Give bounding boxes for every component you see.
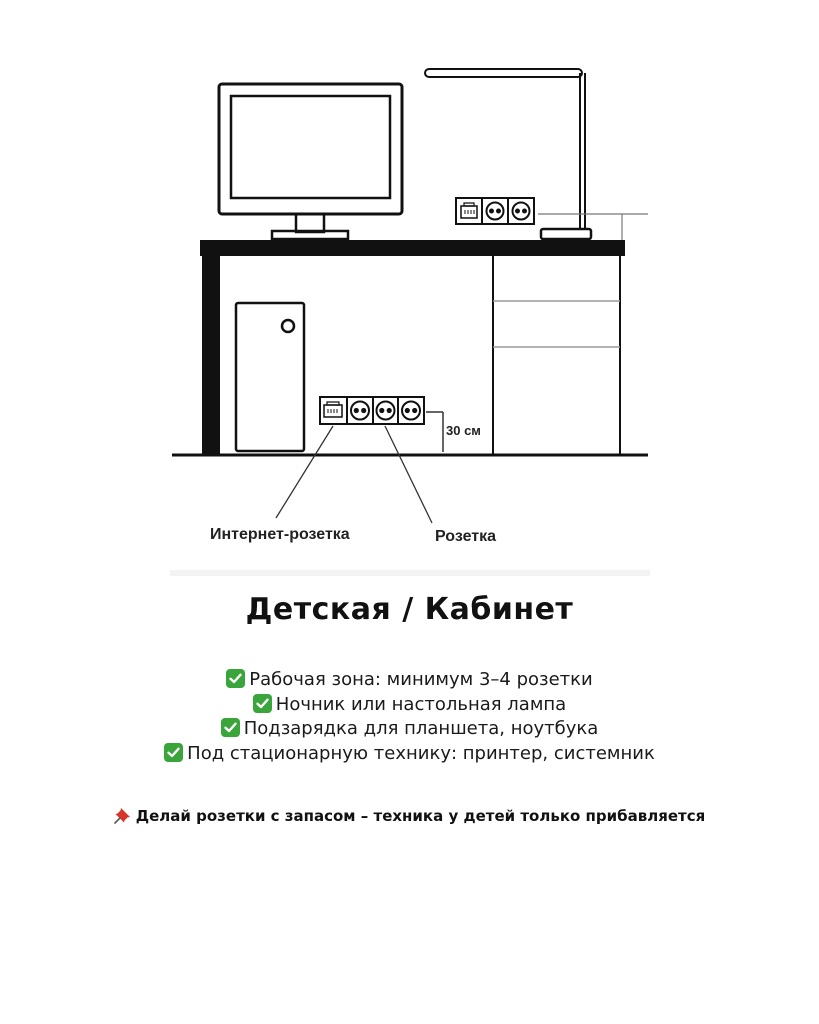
checklist-item-text: Под стационарную технику: принтер, системник xyxy=(187,742,655,764)
checklist-item xyxy=(0,742,819,767)
check-mark-icon xyxy=(221,718,240,737)
power-outlet-label: Розетка xyxy=(435,528,497,545)
checklist-item-text: Рабочая зона: минимум 3–4 розетки xyxy=(249,669,593,690)
tip-text: Делай розетки с запасом – техника у детей только прибавляется xyxy=(135,807,706,825)
check-mark-icon xyxy=(253,694,272,713)
pushpin-icon xyxy=(114,806,132,824)
checklist-item xyxy=(0,668,819,693)
upper-height-marker xyxy=(538,214,648,240)
internet-outlet-label: Интернет-розетка xyxy=(210,526,350,543)
illustration-shadow xyxy=(170,570,650,576)
pc-tower-illustration xyxy=(236,303,304,451)
checklist-item xyxy=(0,693,819,718)
callout-leaders xyxy=(276,426,432,523)
height-label: 30 см xyxy=(446,423,481,438)
tip-note xyxy=(0,806,819,825)
desk-illustration xyxy=(200,240,625,455)
checklist-item-text: Ночник или настольная лампа xyxy=(275,693,567,715)
checklist-item xyxy=(0,717,819,742)
section-title: Детская / Кабинет xyxy=(245,592,574,627)
monitor-illustration xyxy=(219,84,402,239)
requirements-checklist xyxy=(0,668,819,766)
upper-outlet-block xyxy=(456,198,534,224)
lower-outlet-block xyxy=(320,397,424,424)
check-mark-icon xyxy=(226,669,245,688)
check-mark-icon xyxy=(164,743,183,762)
checklist-item-text: Подзарядка для планшета, ноутбука xyxy=(243,718,599,739)
height-dimension-marker xyxy=(426,412,443,452)
